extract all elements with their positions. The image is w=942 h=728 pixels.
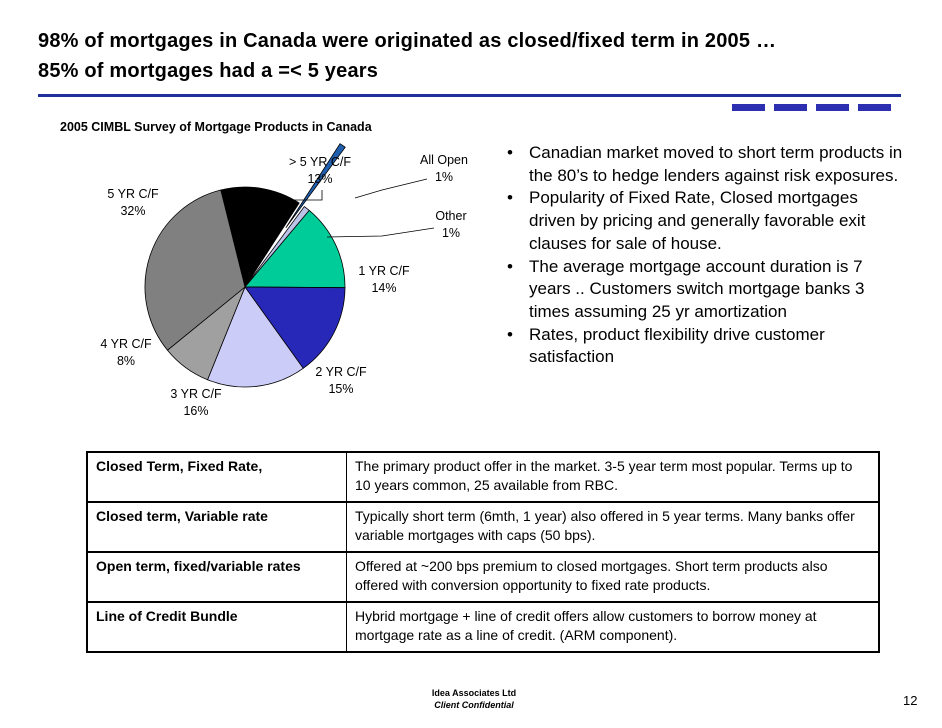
bullet-item: • The average mortgage account duration is 7 years .. Customers switch mortgage banks 3 times assuming 25 yr amortization (503, 256, 903, 324)
table-row (87, 552, 879, 602)
description-cell: Hybrid mortgage + line of credit offers allow customers to borrow money at mortgage rate as a line of credit. (ARM component). (355, 608, 817, 643)
slice-value-label: 1% (434, 170, 454, 184)
table-row (87, 602, 879, 652)
leader-line (327, 228, 434, 237)
slice-label: 3 YR C/F (170, 387, 222, 401)
bullet-item: • Popularity of Fixed Rate, Closed mortgages driven by pricing and generally favorable exit clauses for sale of house. (503, 187, 903, 255)
slice-label: 2 YR C/F (315, 365, 367, 379)
bullet-list (503, 142, 903, 369)
slice-value-label: 13% (307, 172, 333, 186)
title-line-1: 98% of mortgages in Canada were originated as closed/fixed term in 2005 … (38, 30, 777, 52)
slice-value-label: 15% (328, 382, 354, 396)
slice-value-label: 8% (116, 354, 136, 368)
bullet-item: • Canadian market moved to short term products in the 80’s to hedge lenders against risk exposures. (503, 142, 903, 187)
slice-label: 4 YR C/F (100, 337, 152, 351)
term-cell: Line of Credit Bundle (87, 602, 347, 652)
bullet-item: • Rates, product flexibility drive customer satisfaction (503, 324, 903, 369)
description-cell: Offered at ~200 bps premium to closed mortgages. Short term products also offered with conversion opportunity to fixed rate products. (347, 552, 880, 602)
leader-line (355, 179, 427, 198)
term-cell: Closed term, Variable rate (87, 502, 347, 552)
title-line-2: 85% of mortgages had a =< 5 years (38, 60, 379, 82)
description-cell: The primary product offer in the market. 3-5 year term most popular. Terms up to 10 years common, 25 available from RBC. (347, 452, 880, 502)
slice-label: > 5 YR C/F (289, 155, 351, 169)
slice-label: 5 YR C/F (107, 187, 159, 201)
description-cell: Typically short term (6mth, 1 year) also offered in 5 year terms. Many banks offer variable mortgages with caps (50 bps). (347, 502, 880, 552)
footer-company: Idea Associates Ltd (431, 688, 517, 698)
footer (404, 687, 544, 711)
slice-value-label: 1% (441, 226, 461, 240)
slice-label: 1 YR C/F (358, 264, 410, 278)
term-cell: Open term, fixed/variable rates (87, 552, 347, 602)
slice-value-label: 16% (183, 404, 209, 418)
slice-value-label: 32% (120, 204, 146, 218)
table-row (87, 502, 879, 552)
footer-confidential: Client Confidential (434, 700, 514, 710)
term-cell: Closed Term, Fixed Rate, (87, 452, 347, 502)
mortgage-terms-table (86, 451, 880, 653)
slice-label: Other (435, 209, 467, 223)
table-row (87, 452, 879, 502)
page-number: 12 (903, 693, 918, 708)
chart-title: 2005 CIMBL Survey of Mortgage Products in Canada (60, 120, 372, 134)
slice-value-label: 14% (371, 281, 397, 295)
slice-label: All Open (420, 153, 468, 167)
